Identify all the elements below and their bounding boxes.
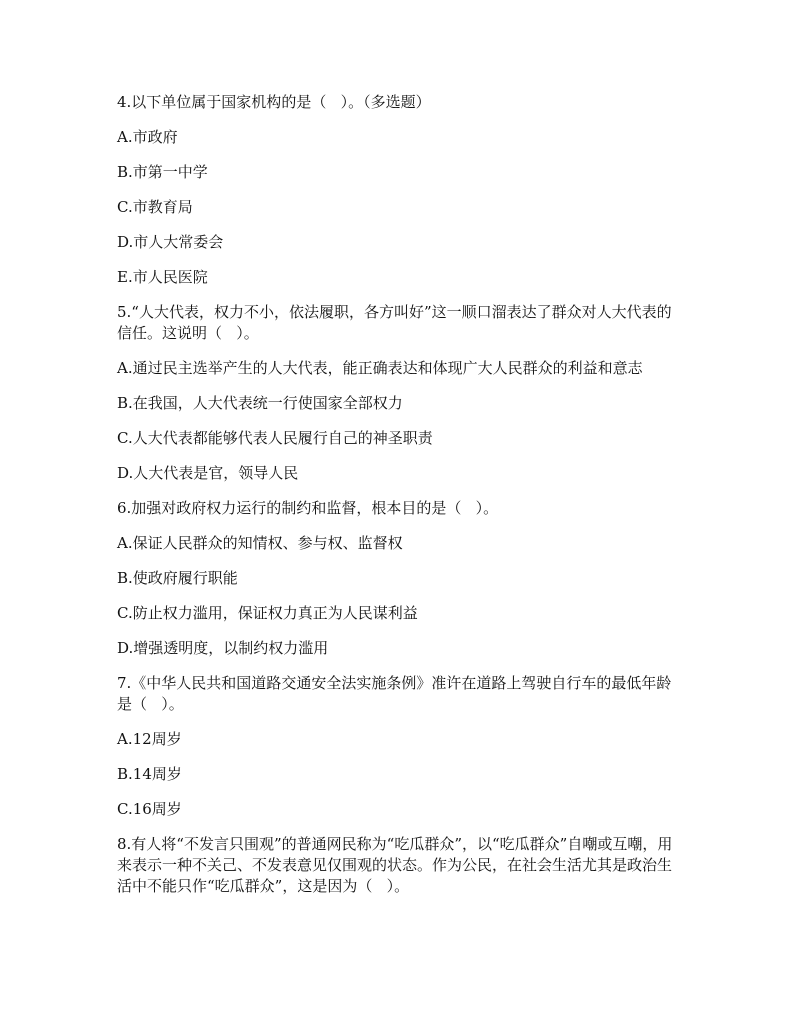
question-8-stem: 8.有人将“不发言只围观”的普通网民称为“吃瓜群众”，以“吃瓜群众”自嘲或互嘲，用来表示一种不关己、不发表意见仅围观的状态。作为公民，在社会生活尤其是政治生活中不能只作“吃瓜群众”，这是因为（ ）。 — [117, 835, 673, 895]
question-7-option-a: A.12周岁 — [117, 730, 182, 748]
document-page — [117, 92, 677, 911]
question-6-option-d: D.增强透明度，以制约权力滥用 — [117, 639, 329, 657]
question-5-stem: 5.“人大代表，权力不小，依法履职，各方叫好”这一顺口溜表达了群众对人大代表的信任。这说明（ ）。 — [117, 303, 672, 342]
question-6-stem: 6.加强对政府权力运行的制约和监督，根本目的是（ ）。 — [117, 499, 499, 517]
question-4-option-c: C.市教育局 — [117, 198, 193, 216]
question-5-option-c: C.人大代表都能够代表人民履行自己的神圣职责 — [117, 429, 433, 447]
question-6-option-b: B.使政府履行职能 — [117, 569, 238, 587]
question-5-option-a: A.通过民主选举产生的人大代表，能正确表达和体现广大人民群众的利益和意志 — [117, 359, 643, 377]
question-7-stem: 7.《中华人民共和国道路交通安全法实施条例》准许在道路上驾驶自行车的最低年龄是（ ）。 — [117, 674, 672, 713]
question-4-stem: 4.以下单位属于国家机构的是（ ）。（多选题） — [117, 93, 431, 111]
question-6-option-a: A.保证人民群众的知情权、参与权、监督权 — [117, 534, 403, 552]
question-6-option-c: C.防止权力滥用，保证权力真正为人民谋利益 — [117, 604, 418, 622]
question-4-option-e: E.市人民医院 — [117, 268, 208, 286]
question-4-option-b: B.市第一中学 — [117, 163, 208, 181]
question-4-option-d: D.市人大常委会 — [117, 233, 224, 251]
question-4-option-a: A.市政府 — [117, 128, 178, 146]
question-5-option-d: D.人大代表是官，领导人民 — [117, 464, 299, 482]
question-7-option-c: C.16周岁 — [117, 800, 182, 818]
question-5-option-b: B.在我国，人大代表统一行使国家全部权力 — [117, 394, 403, 412]
question-7-option-b: B.14周岁 — [117, 765, 182, 783]
